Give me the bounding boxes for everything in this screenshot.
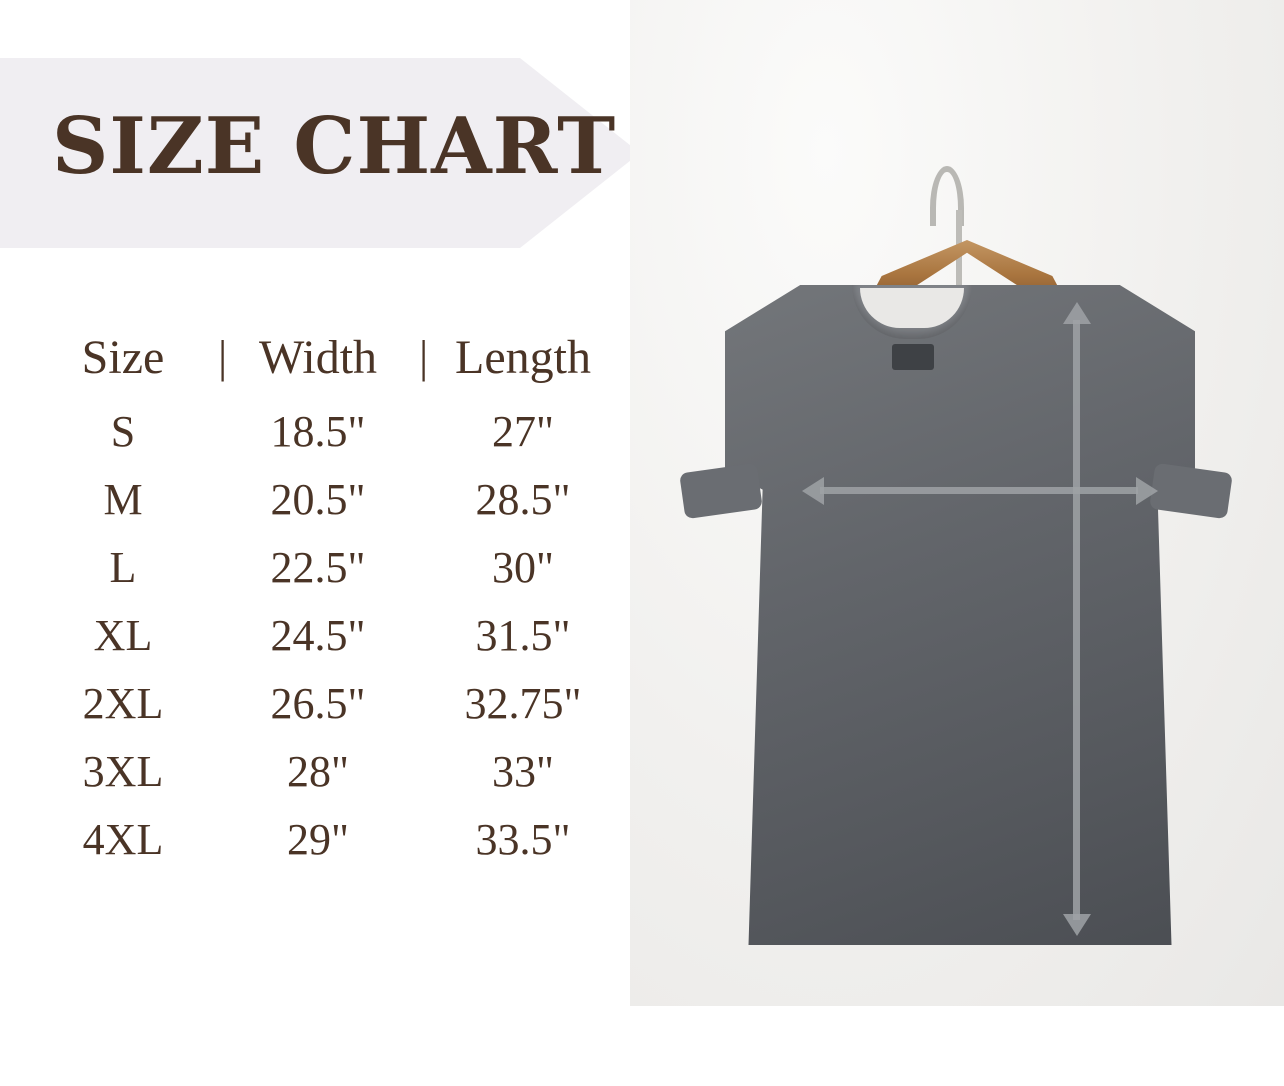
- cell-width: 24.5": [270, 611, 366, 660]
- cell-width: 22.5": [270, 543, 366, 592]
- table-row: [28, 678, 628, 746]
- cell-length: 28.5": [475, 475, 571, 524]
- header-separator: |: [218, 331, 228, 382]
- table-header-row: [28, 330, 628, 406]
- header-separator: |: [419, 331, 429, 382]
- cell-width: 26.5": [270, 679, 366, 728]
- cell-width: 20.5": [270, 475, 366, 524]
- width-arrow-left-icon: [802, 477, 824, 505]
- table-row: [28, 474, 628, 542]
- table-row: [28, 542, 628, 610]
- table-row: [28, 610, 628, 678]
- page-title: SIZE CHART: [52, 101, 617, 192]
- cell-length: 27": [492, 407, 554, 456]
- cell-width: 28": [287, 747, 349, 796]
- cell-size: 4XL: [82, 815, 164, 864]
- cell-size: L: [109, 543, 137, 592]
- cell-width: 18.5": [270, 407, 366, 456]
- cell-length: 33.5": [475, 815, 571, 864]
- column-header-length: Length: [455, 331, 591, 384]
- cell-size: 2XL: [82, 679, 164, 728]
- column-header-size: Size: [81, 331, 165, 384]
- length-measure-line: [1073, 320, 1080, 920]
- length-arrow-up-icon: [1063, 302, 1091, 324]
- cell-length: 32.75": [464, 679, 582, 728]
- table-row: [28, 746, 628, 814]
- product-photo: [630, 0, 1284, 1006]
- cell-length: 31.5": [475, 611, 571, 660]
- cell-length: 33": [492, 747, 554, 796]
- width-arrow-right-icon: [1136, 477, 1158, 505]
- width-measure-line: [820, 487, 1138, 494]
- cell-size: S: [110, 407, 136, 456]
- size-table: [28, 330, 628, 882]
- tshirt-tag: [892, 344, 934, 370]
- table-row: [28, 814, 628, 882]
- cell-size: M: [103, 475, 143, 524]
- cell-size: 3XL: [82, 747, 164, 796]
- tshirt-body: [725, 285, 1195, 945]
- length-arrow-down-icon: [1063, 914, 1091, 936]
- cell-size: XL: [93, 611, 153, 660]
- column-header-width: Width: [258, 331, 378, 384]
- table-row: [28, 406, 628, 474]
- cell-length: 30": [492, 543, 554, 592]
- cell-width: 29": [287, 815, 349, 864]
